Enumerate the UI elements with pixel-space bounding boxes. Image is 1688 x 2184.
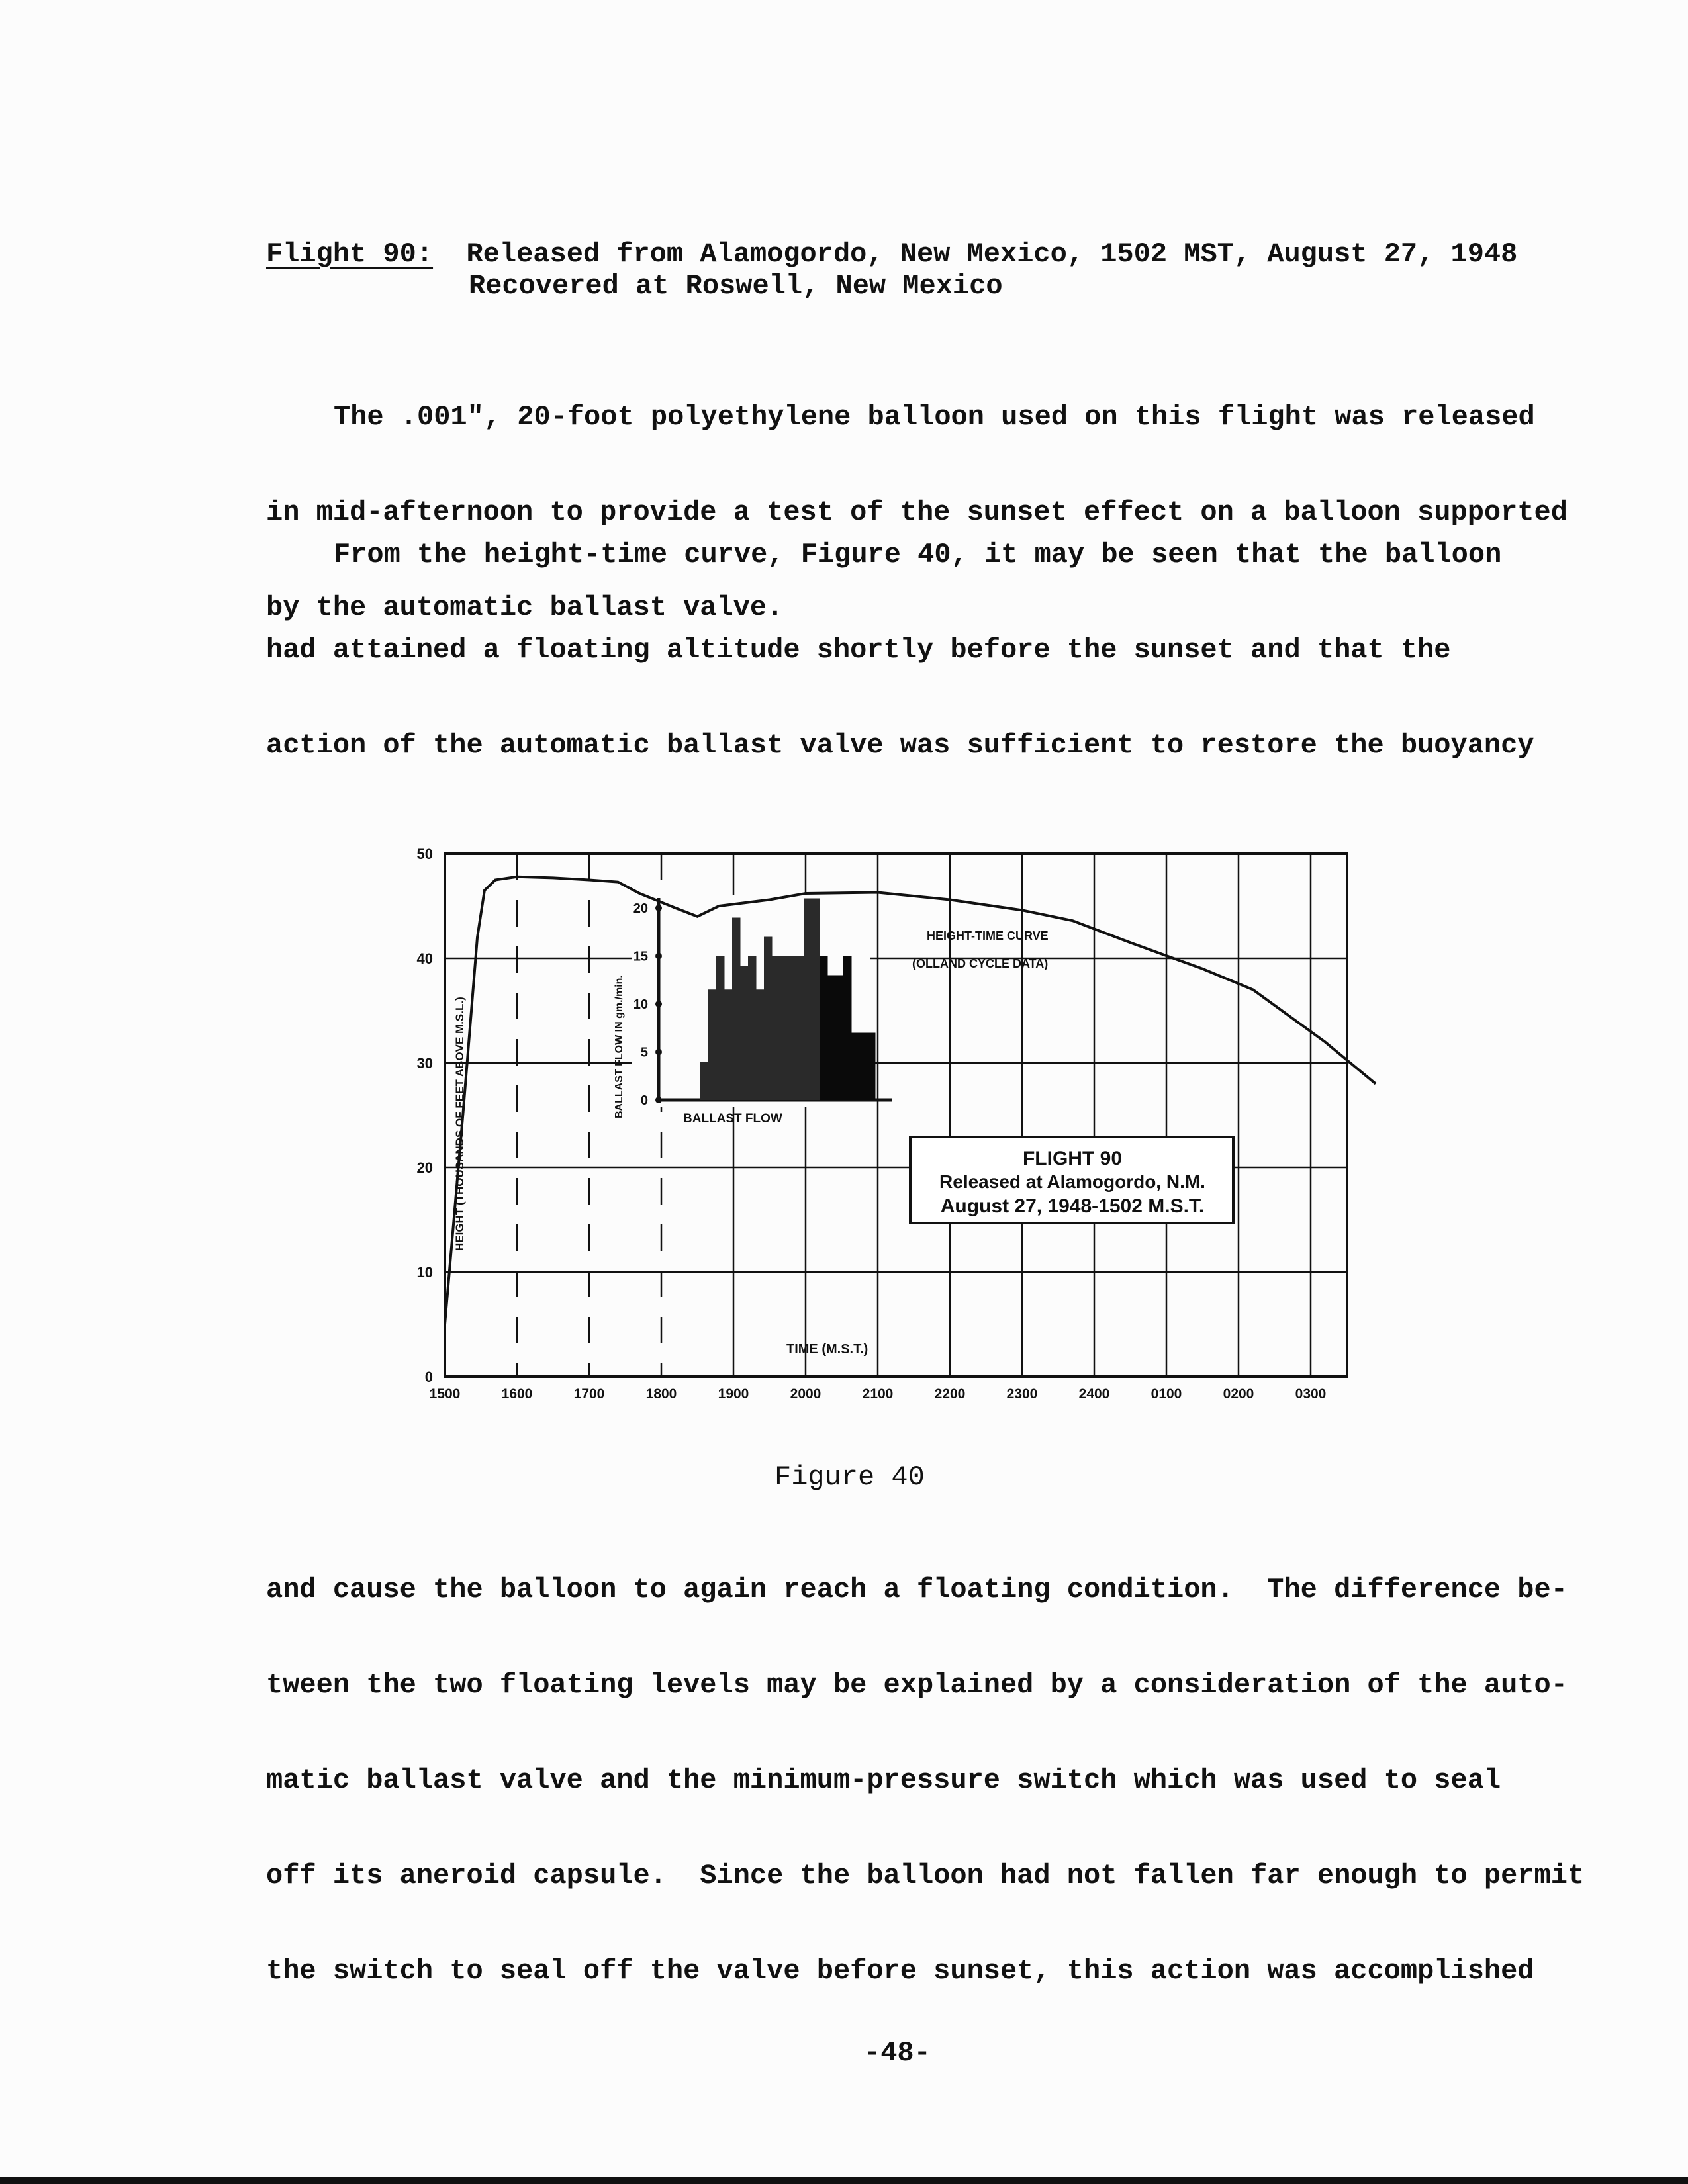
y-tick-label: 0 bbox=[424, 1369, 433, 1385]
ballast-bar bbox=[780, 956, 788, 1101]
inset-y-tick-label: 10 bbox=[633, 997, 648, 1012]
ballast-bar bbox=[724, 989, 733, 1100]
ballast-bar bbox=[796, 956, 804, 1101]
x-tick-label: 2100 bbox=[862, 1387, 894, 1402]
y-tick-label: 50 bbox=[416, 846, 433, 862]
y-tick-label: 20 bbox=[416, 1160, 433, 1176]
ballast-bar bbox=[835, 976, 844, 1101]
x-tick-label: 2000 bbox=[790, 1387, 821, 1402]
inset-y-label: BALLAST FLOW IN gm./min. bbox=[614, 975, 625, 1118]
inset-tick bbox=[655, 1049, 662, 1056]
page-number: -48- bbox=[864, 2037, 931, 2069]
legend-release: Released at Alamogordo, N.M. bbox=[939, 1171, 1205, 1192]
ballast-bar bbox=[827, 976, 836, 1101]
ballast-bar bbox=[764, 937, 773, 1101]
inset-title: BALLAST FLOW bbox=[683, 1112, 782, 1126]
ballast-bar bbox=[788, 956, 796, 1101]
inset-y-tick-label: 5 bbox=[640, 1045, 648, 1060]
x-tick-label: 1700 bbox=[573, 1387, 605, 1402]
y-tick-label: 30 bbox=[416, 1055, 433, 1071]
text-line: The .001", 20-foot polyethylene balloon used on this flight was released bbox=[334, 401, 1535, 433]
x-tick-label: 2400 bbox=[1078, 1387, 1110, 1402]
inset-tick bbox=[655, 1097, 662, 1103]
x-tick-label: 2300 bbox=[1006, 1387, 1038, 1402]
release-info: Released from Alamogordo, New Mexico, 1502 MST, August 27, 1948 bbox=[466, 238, 1518, 270]
inset-tick bbox=[655, 905, 662, 911]
flight-label: Flight 90: bbox=[266, 238, 434, 270]
y-tick-label: 10 bbox=[416, 1264, 433, 1281]
ballast-bar bbox=[859, 1033, 868, 1101]
ballast-bar bbox=[708, 989, 717, 1100]
x-tick-label: 1900 bbox=[718, 1387, 749, 1402]
text-line: matic ballast valve and the minimum-pressure switch which was used to seal bbox=[266, 1764, 1501, 1796]
text-line: in mid-afternoon to provide a test of the sunset effect on a balloon supported bbox=[266, 496, 1568, 528]
x-tick-label: 1600 bbox=[501, 1387, 533, 1402]
ballast-bar bbox=[716, 956, 725, 1101]
text-line: tween the two floating levels may be explained by a consideration of the auto- bbox=[266, 1669, 1568, 1701]
x-axis-label: TIME (M.S.T.) bbox=[786, 1342, 868, 1357]
x-tick-label: 1500 bbox=[429, 1387, 461, 1402]
text-line: had attained a floating altitude shortly before the sunset and that the bbox=[266, 634, 1451, 666]
text-line: action of the automatic ballast valve was sufficient to restore the buoyancy bbox=[266, 729, 1534, 761]
ballast-bar bbox=[851, 1033, 860, 1101]
x-tick-label: 2200 bbox=[934, 1387, 966, 1402]
curve-label: HEIGHT-TIME CURVE bbox=[927, 929, 1049, 942]
y-axis-label: HEIGHT (THOUSANDS OF FEET ABOVE M.S.L.) bbox=[453, 997, 466, 1251]
ballast-bar bbox=[756, 989, 765, 1100]
plot-frame bbox=[445, 854, 1347, 1377]
inset-y-tick-label: 15 bbox=[633, 949, 648, 964]
ballast-bar bbox=[748, 956, 757, 1101]
x-tick-label: 1800 bbox=[645, 1387, 677, 1402]
y-tick-label: 40 bbox=[416, 950, 433, 967]
inset-y-tick-label: 20 bbox=[633, 901, 648, 916]
inset-tick bbox=[655, 1001, 662, 1007]
x-tick-label: 0300 bbox=[1295, 1387, 1327, 1402]
x-tick-label: 0200 bbox=[1223, 1387, 1254, 1402]
chart-grid bbox=[445, 854, 1347, 1377]
ballast-bar bbox=[732, 918, 741, 1101]
text-line: the switch to seal off the valve before sunset, this action was accomplished bbox=[266, 1955, 1534, 1987]
ballast-bar bbox=[740, 966, 749, 1100]
x-tick-label: 0100 bbox=[1150, 1387, 1182, 1402]
paragraph-3 bbox=[266, 1510, 1584, 2050]
ballast-bar bbox=[867, 1033, 876, 1101]
legend-flight: FLIGHT 90 bbox=[1022, 1148, 1123, 1169]
legend-date: August 27, 1948-1502 M.S.T. bbox=[940, 1195, 1205, 1217]
recovery-info: Recovered at Roswell, New Mexico bbox=[469, 270, 1003, 302]
figure-caption: Figure 40 bbox=[774, 1461, 925, 1493]
ballast-bar bbox=[772, 956, 780, 1101]
ballast-bar bbox=[820, 956, 828, 1101]
ballast-flow-inset bbox=[632, 895, 892, 1108]
text-line: and cause the balloon to again reach a floating condition. The difference be- bbox=[266, 1574, 1568, 1606]
ballast-bar bbox=[812, 899, 820, 1101]
curve-source-label: (OLLAND CYCLE DATA) bbox=[912, 957, 1049, 970]
height-time-curve bbox=[445, 877, 1376, 1324]
inset-y-tick-label: 0 bbox=[640, 1093, 648, 1108]
text-line: off its aneroid capsule. Since the balloon had not fallen far enough to permit bbox=[266, 1860, 1585, 1891]
scan-edge bbox=[0, 2177, 1688, 2184]
text-line: From the height-time curve, Figure 40, it may be seen that the balloon bbox=[334, 539, 1502, 570]
ballast-bar bbox=[700, 1062, 709, 1100]
ballast-bar bbox=[843, 956, 852, 1101]
ballast-bar bbox=[804, 899, 812, 1101]
text-line: by the automatic ballast valve. bbox=[266, 592, 784, 623]
inset-tick bbox=[655, 953, 662, 960]
